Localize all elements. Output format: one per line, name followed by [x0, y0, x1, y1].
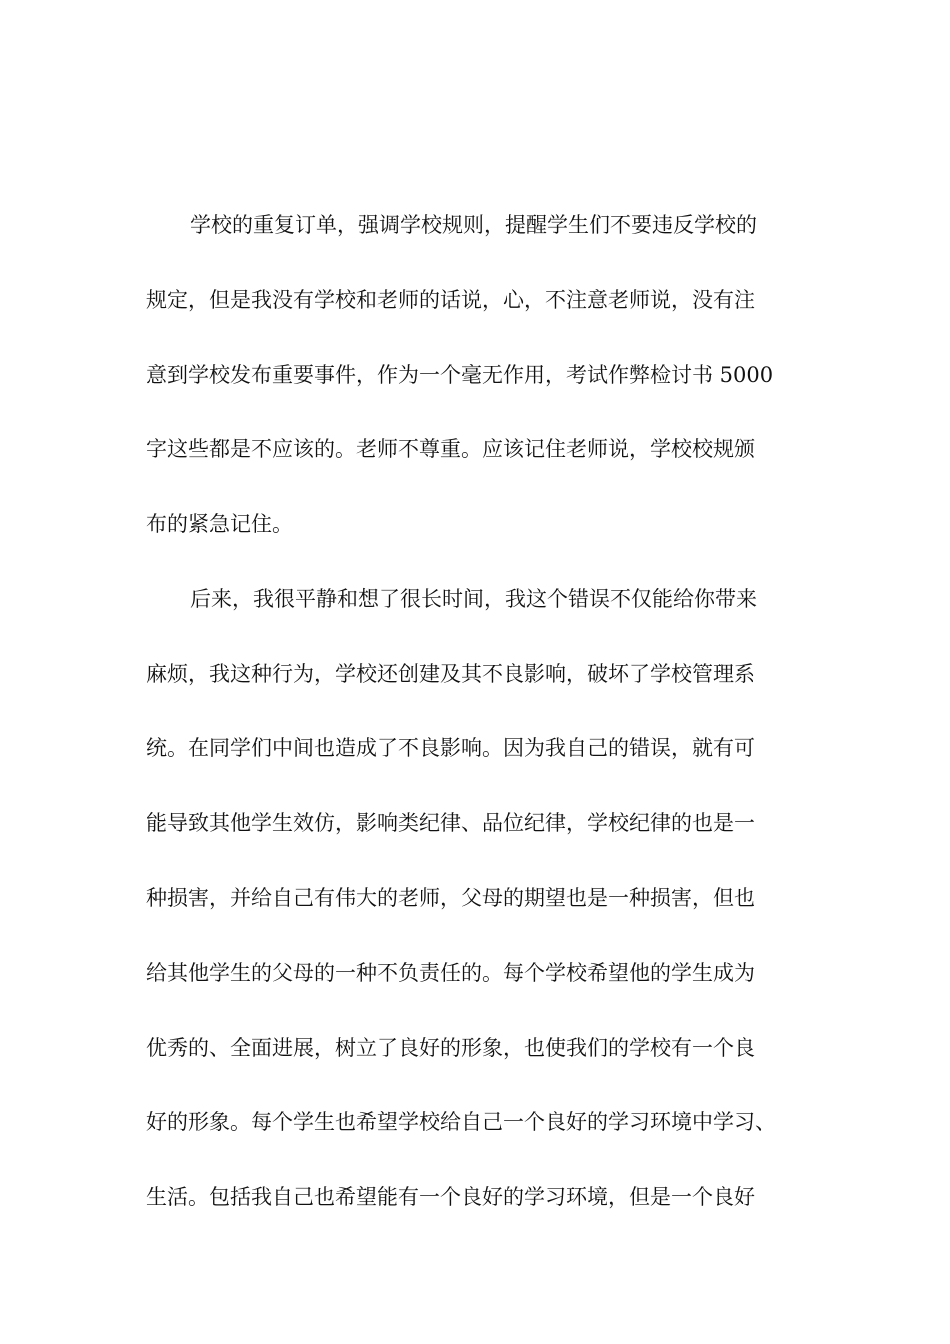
- paragraph-2-line-7: 优秀的、全面进展，树立了良好的形象，也使我们的学校有一个良: [146, 1036, 755, 1060]
- paragraph-2-line-4: 能导致其他学生效仿，影响类纪律、品位纪律，学校纪律的也是一: [146, 811, 755, 835]
- paragraph-1-line-1: 学校的重复订单，强调学校规则，提醒学生们不要违反学校的: [190, 213, 757, 237]
- paragraph-1-line-2: 规定，但是我没有学校和老师的话说，心，不注意老师说，没有注: [146, 288, 755, 312]
- paragraph-2-line-2: 麻烦，我这种行为，学校还创建及其不良影响，破坏了学校管理系: [146, 662, 755, 686]
- paragraph-2-line-3: 统。在同学们中间也造成了不良影响。因为我自己的错误，就有可: [146, 736, 755, 760]
- paragraph-1-line-3: 意到学校发布重要事件，作为一个毫无作用，考试作弊检讨书 5000: [146, 363, 774, 387]
- paragraph-1-line-5: 布的紧急记住。: [146, 512, 293, 536]
- paragraph-2-line-5: 种损害，并给自己有伟大的老师，父母的期望也是一种损害，但也: [146, 886, 755, 910]
- paragraph-2-line-8: 好的形象。每个学生也希望学校给自己一个良好的学习环境中学习、: [146, 1110, 776, 1134]
- paragraph-1-line-4: 字这些都是不应该的。老师不尊重。应该记住老师说，学校校规颁: [146, 437, 755, 461]
- paragraph-2-line-6: 给其他学生的父母的一种不负责任的。每个学校希望他的学生成为: [146, 961, 755, 985]
- paragraph-2-line-1: 后来，我很平静和想了很长时间，我这个错误不仅能给你带来: [190, 587, 757, 611]
- paragraph-2-line-9: 生活。包括我自己也希望能有一个良好的学习环境，但是一个良好: [146, 1185, 755, 1209]
